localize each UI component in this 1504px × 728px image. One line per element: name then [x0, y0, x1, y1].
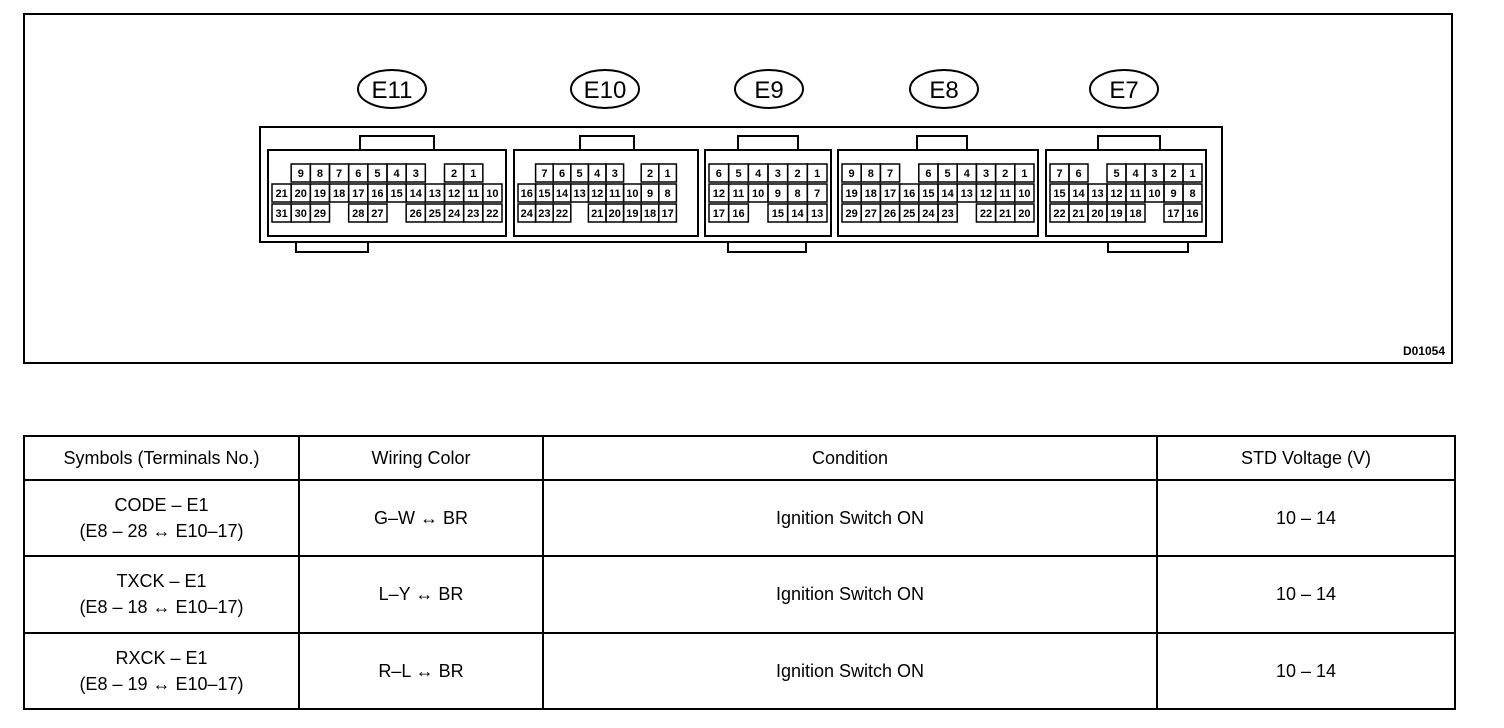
pin-number: 7 [541, 168, 548, 180]
pin-number: 13 [811, 208, 824, 220]
terminals-text: (E8 – 28 ↔ E10–17) [79, 521, 244, 542]
wiring-color-cell: L–Y ↔ BR [299, 556, 543, 632]
pin-number: 9 [646, 188, 654, 200]
pin-number: 16 [732, 208, 745, 220]
symbol-cell [24, 556, 299, 632]
pin-number: 4 [393, 168, 400, 180]
pin-number: 12 [712, 188, 725, 200]
pin-number: 4 [1132, 168, 1139, 180]
pin-number: 22 [486, 208, 499, 220]
pin-number: 5 [374, 168, 381, 180]
pin-number: 21 [999, 208, 1012, 220]
condition-cell: Ignition Switch ON [543, 633, 1157, 709]
pin-number: 15 [922, 188, 935, 200]
wiring-color-cell: R–L ↔ BR [299, 633, 543, 709]
pin-number: 11 [608, 188, 621, 200]
pin-number: 3 [611, 168, 618, 180]
terminals-text: (E8 – 18 ↔ E10–17) [79, 597, 244, 618]
pin-number: 3 [774, 168, 781, 180]
connector-diagram [23, 13, 1453, 364]
pin-number: 23 [467, 208, 480, 220]
header-symbols: Symbols (Terminals No.) [24, 436, 299, 480]
connector-latch [360, 136, 434, 150]
pin-number: 19 [845, 188, 858, 200]
header-condition: Condition [543, 436, 1157, 480]
connector-label: E8 [929, 77, 959, 104]
pin-number: 3 [412, 168, 419, 180]
connector-label: E10 [583, 77, 627, 104]
pin-number: 12 [979, 188, 993, 200]
pin-number: 14 [555, 188, 569, 200]
connector-bottom-tab [728, 242, 806, 252]
pin-number: 2 [646, 168, 654, 180]
pin-number: 8 [1189, 188, 1196, 200]
pin-number: 22 [555, 208, 569, 220]
pin-number: 30 [294, 208, 307, 220]
pin-number: 5 [735, 168, 742, 180]
pin-number: 7 [1056, 168, 1063, 180]
symbol-text: RXCK – E1 [115, 647, 208, 668]
table-row [24, 556, 1455, 632]
pin-number: 20 [294, 188, 307, 200]
pin-number: 3 [1151, 168, 1158, 180]
pin-number: 16 [520, 188, 533, 200]
pin-number: 11 [999, 188, 1012, 200]
pin-number: 15 [1053, 188, 1066, 200]
connector-bottom-tab [296, 242, 368, 252]
pin-number: 18 [864, 188, 877, 200]
pin-number: 24 [520, 208, 533, 220]
pin-number: 18 [1129, 208, 1142, 220]
pin-number: 25 [428, 208, 442, 220]
pin-number: 2 [451, 168, 458, 180]
pin-number: 20 [608, 208, 621, 220]
voltage-cell: 10 – 14 [1157, 556, 1455, 632]
symbol-cell [24, 480, 299, 556]
pin-number: 26 [883, 208, 897, 220]
pin-number: 13 [960, 188, 973, 200]
pin-number: 23 [538, 208, 551, 220]
pin-number: 19 [1110, 208, 1123, 220]
condition-cell: Ignition Switch ON [543, 480, 1157, 556]
pin-number: 8 [794, 188, 801, 200]
pin-number: 11 [467, 188, 480, 200]
pin-number: 16 [371, 188, 384, 200]
pin-number: 14 [409, 188, 422, 200]
pin-number: 4 [755, 168, 762, 180]
pin-number: 24 [447, 208, 461, 220]
pin-number: 6 [355, 168, 362, 180]
pin-number: 17 [712, 208, 725, 220]
pin-number: 9 [774, 188, 781, 200]
pin-number: 10 [626, 188, 639, 200]
pin-number: 5 [576, 168, 583, 180]
condition-cell: Ignition Switch ON [543, 556, 1157, 632]
pin-number: 22 [1053, 208, 1066, 220]
symbol-cell [24, 633, 299, 709]
pin-number: 21 [275, 188, 288, 200]
pin-number: 27 [371, 208, 384, 220]
connector-label: E9 [754, 77, 784, 104]
pin-number: 21 [1072, 208, 1085, 220]
pin-number: 7 [886, 168, 894, 180]
pin-number: 11 [1129, 188, 1142, 200]
pin-number: 14 [1072, 188, 1085, 200]
pin-number: 14 [791, 208, 804, 220]
pin-number: 11 [732, 188, 745, 200]
pin-number: 1 [1189, 168, 1196, 180]
pin-number: 8 [664, 188, 671, 200]
pin-number: 17 [661, 208, 674, 220]
pin-number: 9 [297, 168, 304, 180]
pin-number: 6 [1075, 168, 1082, 180]
pin-number: 10 [486, 188, 499, 200]
pin-number: 2 [1170, 168, 1177, 180]
symbol-text: TXCK – E1 [116, 571, 207, 592]
pin-number: 2 [794, 168, 801, 180]
pin-number: 18 [332, 188, 346, 200]
pin-number: 7 [814, 188, 821, 200]
connector-diagram-svg [25, 15, 1451, 362]
pin-number: 3 [982, 168, 990, 180]
pin-number: 16 [903, 188, 916, 200]
pin-number: 10 [752, 188, 765, 200]
wiring-color-cell: G–W ↔ BR [299, 480, 543, 556]
voltage-cell: 10 – 14 [1157, 633, 1455, 709]
pin-number: 17 [352, 188, 365, 200]
pin-number: 5 [1113, 168, 1120, 180]
connector-label: E11 [371, 77, 413, 104]
pin-number: 1 [814, 168, 821, 180]
pin-number: 12 [591, 188, 604, 200]
pin-number: 27 [864, 208, 877, 220]
table-header-row [24, 436, 1455, 480]
pin-number: 6 [715, 168, 722, 180]
table-row [24, 480, 1455, 556]
pin-number: 9 [1170, 188, 1177, 200]
pin-number: 13 [428, 188, 442, 200]
pin-number: 29 [313, 208, 327, 220]
pin-number: 26 [409, 208, 422, 220]
figure-code: D01054 [1402, 344, 1445, 358]
pin-number: 15 [390, 188, 403, 200]
pin-number: 29 [845, 208, 858, 220]
pin-number: 12 [447, 188, 461, 200]
pin-number: 23 [941, 208, 954, 220]
pin-number: 6 [925, 168, 932, 180]
pin-number: 24 [922, 208, 935, 220]
pin-number: 21 [591, 208, 604, 220]
pin-number: 4 [594, 168, 601, 180]
pin-number: 17 [1167, 208, 1180, 220]
pin-number: 19 [313, 188, 327, 200]
symbol-text: CODE – E1 [114, 495, 209, 516]
pin-number: 20 [1091, 208, 1104, 220]
connector-latch [917, 136, 967, 150]
connector-latch [1098, 136, 1160, 150]
pin-number: 13 [1091, 188, 1104, 200]
pin-number: 22 [979, 208, 993, 220]
pin-number: 28 [352, 208, 365, 220]
pin-number: 14 [941, 188, 954, 200]
pin-number: 13 [573, 188, 586, 200]
pin-number: 20 [1018, 208, 1031, 220]
pin-number: 10 [1018, 188, 1031, 200]
voltage-cell: 10 – 14 [1157, 480, 1455, 556]
connector-bottom-tab [1108, 242, 1188, 252]
pin-number: 17 [883, 188, 897, 200]
table-row [24, 633, 1455, 709]
pin-number: 7 [336, 168, 343, 180]
pin-number: 31 [275, 208, 288, 220]
pin-number: 1 [664, 168, 671, 180]
pin-number: 1 [470, 168, 477, 180]
header-std-voltage: STD Voltage (V) [1157, 436, 1455, 480]
connector-latch [738, 136, 798, 150]
pin-number: 8 [867, 168, 874, 180]
pin-number: 8 [316, 168, 323, 180]
header-wiring-color: Wiring Color [299, 436, 543, 480]
pin-number: 18 [643, 208, 657, 220]
pin-number: 15 [771, 208, 784, 220]
pin-number: 2 [1002, 168, 1009, 180]
pin-number: 1 [1021, 168, 1028, 180]
pin-number: 10 [1148, 188, 1161, 200]
pin-number: 16 [1186, 208, 1199, 220]
pin-number: 15 [538, 188, 551, 200]
pin-number: 19 [626, 208, 639, 220]
pin-number: 9 [848, 168, 855, 180]
connector-latch [580, 136, 634, 150]
pin-number: 25 [903, 208, 916, 220]
pin-number: 12 [1110, 188, 1123, 200]
connector-label: E7 [1109, 77, 1139, 104]
pin-number: 6 [558, 168, 566, 180]
pin-number: 5 [944, 168, 951, 180]
pin-number: 4 [963, 168, 970, 180]
voltage-spec-table [23, 435, 1456, 710]
terminals-text: (E8 – 19 ↔ E10–17) [79, 673, 244, 694]
